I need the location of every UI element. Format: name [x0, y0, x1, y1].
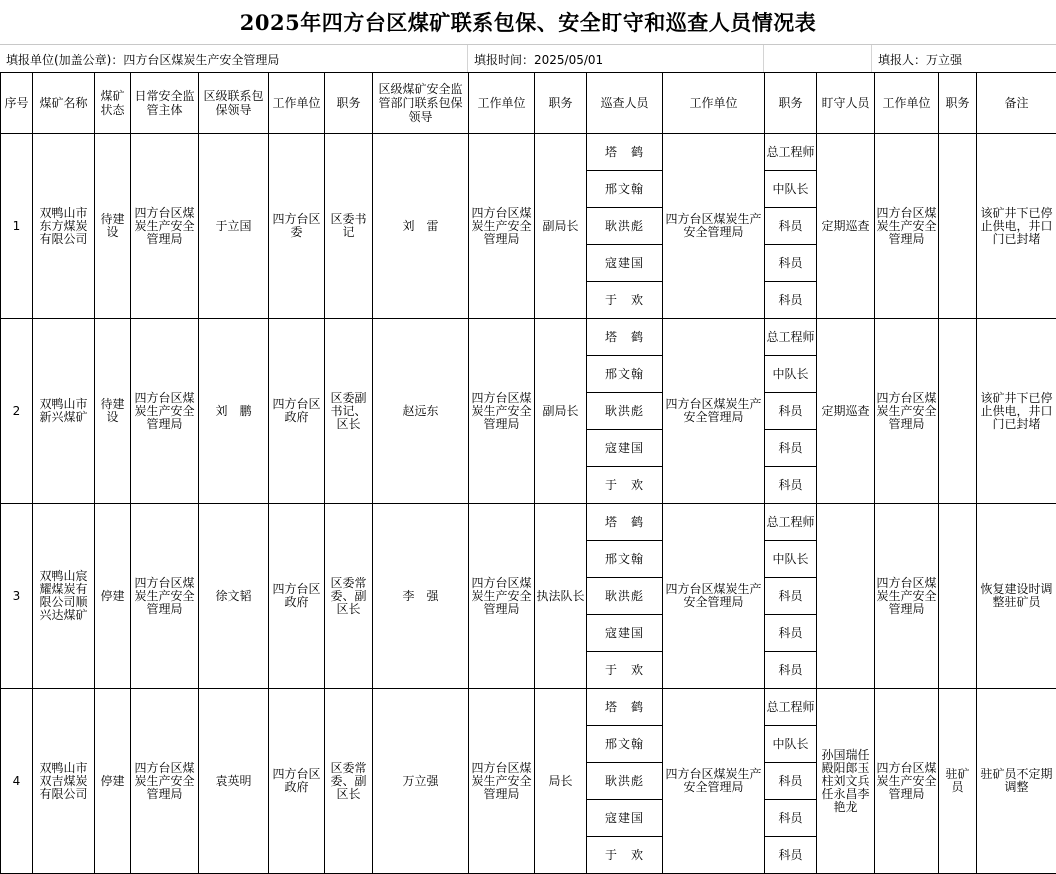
- header-cell: 职务: [939, 73, 977, 134]
- district-title: 区委常委、副区长: [325, 689, 373, 874]
- header-cell: 职务: [535, 73, 587, 134]
- inspector-title: 科员: [765, 245, 817, 282]
- district-unit: 四方台区政府: [269, 319, 325, 504]
- supervisor: 四方台区煤炭生产安全管理局: [131, 504, 199, 689]
- dept-leader: 刘 雷: [373, 134, 469, 319]
- dept-leader: 万立强: [373, 689, 469, 874]
- inspector-title: 总工程师: [765, 134, 817, 171]
- district-unit: 四方台区委: [269, 134, 325, 319]
- inspector-name: 于 欢: [587, 467, 663, 504]
- inspector-title: 中队长: [765, 356, 817, 393]
- inspector-title: 科员: [765, 837, 817, 874]
- header-cell: 盯守人员: [817, 73, 875, 134]
- watcher: [817, 504, 875, 689]
- inspector-name: 耿洪彪: [587, 208, 663, 245]
- dept-leader: 李 强: [373, 504, 469, 689]
- watcher: 孙国瑞任殿阳郎玉柱刘文兵任永昌李艳龙: [817, 689, 875, 874]
- header-cell: 职务: [765, 73, 817, 134]
- info-spacer: [764, 45, 872, 73]
- inspector-title: 科员: [765, 652, 817, 689]
- supervisor: 四方台区煤炭生产安全管理局: [131, 134, 199, 319]
- inspector-name: 塔 鹤: [587, 319, 663, 356]
- header-cell: 巡查人员: [587, 73, 663, 134]
- inspector-title: 科员: [765, 467, 817, 504]
- supervisor: 四方台区煤炭生产安全管理局: [131, 689, 199, 874]
- district-title: 区委书记: [325, 134, 373, 319]
- inspector-title: 科员: [765, 208, 817, 245]
- table-row: [1, 504, 1056, 541]
- mine-status: 停建: [95, 504, 131, 689]
- inspector-name: 耿洪彪: [587, 393, 663, 430]
- inspector-name: 邢文翰: [587, 726, 663, 763]
- page-title: 2025年四方台区煤矿联系包保、安全盯守和巡查人员情况表: [0, 0, 1056, 44]
- inspector-title: 科员: [765, 615, 817, 652]
- district-unit: 四方台区政府: [269, 689, 325, 874]
- watcher-title: [939, 319, 977, 504]
- personnel-table: [0, 72, 1056, 874]
- header-cell: 职务: [325, 73, 373, 134]
- inspector-title: 中队长: [765, 541, 817, 578]
- watcher-title: 驻矿员: [939, 689, 977, 874]
- inspector-title: 科员: [765, 763, 817, 800]
- inspector-title: 科员: [765, 430, 817, 467]
- dept-unit: 四方台区煤炭生产安全管理局: [469, 319, 535, 504]
- remark: 该矿井下已停止供电，井口门已封堵: [977, 319, 1056, 504]
- inspector-name: 塔 鹤: [587, 689, 663, 726]
- header-cell: 工作单位: [469, 73, 535, 134]
- header-cell: 煤矿名称: [33, 73, 95, 134]
- reporter: 填报人：万立强: [872, 45, 1056, 73]
- mine-name: 双鸭山市东方煤炭有限公司: [33, 134, 95, 319]
- inspector-title: 科员: [765, 578, 817, 615]
- remark: 恢复建设时调整驻矿员: [977, 504, 1056, 689]
- district-unit: 四方台区政府: [269, 504, 325, 689]
- inspector-title: 总工程师: [765, 504, 817, 541]
- inspector-name: 于 欢: [587, 652, 663, 689]
- dept-leader: 赵远东: [373, 319, 469, 504]
- dept-title: 副局长: [535, 134, 587, 319]
- watcher-unit: 四方台区煤炭生产安全管理局: [875, 134, 939, 319]
- supervisor: 四方台区煤炭生产安全管理局: [131, 319, 199, 504]
- inspector-name: 寇建国: [587, 430, 663, 467]
- inspector-title: 科员: [765, 800, 817, 837]
- dept-unit: 四方台区煤炭生产安全管理局: [469, 134, 535, 319]
- header-cell: 工作单位: [875, 73, 939, 134]
- district-leader: 于立国: [199, 134, 269, 319]
- district-leader: 徐文韬: [199, 504, 269, 689]
- inspector-name: 寇建国: [587, 615, 663, 652]
- header-cell: 工作单位: [269, 73, 325, 134]
- inspector-unit: 四方台区煤炭生产安全管理局: [663, 504, 765, 689]
- inspector-unit: 四方台区煤炭生产安全管理局: [663, 134, 765, 319]
- table-row: [1, 689, 1056, 726]
- inspector-name: 于 欢: [587, 837, 663, 874]
- inspector-name: 塔 鹤: [587, 134, 663, 171]
- inspector-unit: 四方台区煤炭生产安全管理局: [663, 689, 765, 874]
- mine-status: 待建设: [95, 319, 131, 504]
- dept-title: 执法队长: [535, 504, 587, 689]
- reporting-time: 填报时间：2025/05/01: [468, 45, 764, 73]
- inspector-title: 总工程师: [765, 689, 817, 726]
- inspector-title: 中队长: [765, 171, 817, 208]
- watcher-title: [939, 504, 977, 689]
- inspector-unit: 四方台区煤炭生产安全管理局: [663, 319, 765, 504]
- inspector-name: 耿洪彪: [587, 578, 663, 615]
- watcher-title: [939, 134, 977, 319]
- inspector-title: 科员: [765, 393, 817, 430]
- inspector-name: 寇建国: [587, 800, 663, 837]
- mine-status: 停建: [95, 689, 131, 874]
- table-row: [1, 134, 1056, 171]
- header-cell: 备注: [977, 73, 1056, 134]
- watcher: 定期巡查: [817, 134, 875, 319]
- row-number: 2: [1, 319, 33, 504]
- watcher-unit: 四方台区煤炭生产安全管理局: [875, 504, 939, 689]
- dept-unit: 四方台区煤炭生产安全管理局: [469, 504, 535, 689]
- watcher-unit: 四方台区煤炭生产安全管理局: [875, 689, 939, 874]
- header-row: [1, 73, 1056, 134]
- inspector-name: 邢文翰: [587, 356, 663, 393]
- dept-unit: 四方台区煤炭生产安全管理局: [469, 689, 535, 874]
- info-bar: [0, 44, 1056, 73]
- inspector-name: 邢文翰: [587, 171, 663, 208]
- district-title: 区委副书记、区长: [325, 319, 373, 504]
- inspector-name: 耿洪彪: [587, 763, 663, 800]
- dept-title: 局长: [535, 689, 587, 874]
- inspector-title: 中队长: [765, 726, 817, 763]
- header-cell: 煤矿状态: [95, 73, 131, 134]
- table-row: [1, 319, 1056, 356]
- header-cell: 区级煤矿安全监管部门联系包保领导: [373, 73, 469, 134]
- header-cell: 序号: [1, 73, 33, 134]
- inspector-name: 寇建国: [587, 245, 663, 282]
- inspector-title: 科员: [765, 282, 817, 319]
- header-cell: 区级联系包保领导: [199, 73, 269, 134]
- remark: 该矿井下已停止供电，井口门已封堵: [977, 134, 1056, 319]
- dept-title: 副局长: [535, 319, 587, 504]
- watcher-unit: 四方台区煤炭生产安全管理局: [875, 319, 939, 504]
- mine-name: 双鸭山宸耀煤炭有限公司顺兴达煤矿: [33, 504, 95, 689]
- inspector-name: 邢文翰: [587, 541, 663, 578]
- reporting-unit: 填报单位(加盖公章)：四方台区煤炭生产安全管理局: [0, 45, 468, 73]
- district-title: 区委常委、副区长: [325, 504, 373, 689]
- inspector-name: 塔 鹤: [587, 504, 663, 541]
- remark: 驻矿员不定期调整: [977, 689, 1056, 874]
- mine-status: 待建设: [95, 134, 131, 319]
- watcher: 定期巡查: [817, 319, 875, 504]
- district-leader: 刘 鹏: [199, 319, 269, 504]
- header-cell: 工作单位: [663, 73, 765, 134]
- row-number: 1: [1, 134, 33, 319]
- mine-name: 双鸭山市新兴煤矿: [33, 319, 95, 504]
- row-number: 3: [1, 504, 33, 689]
- row-number: 4: [1, 689, 33, 874]
- inspector-name: 于 欢: [587, 282, 663, 319]
- district-leader: 袁英明: [199, 689, 269, 874]
- mine-name: 双鸭山市双吉煤炭有限公司: [33, 689, 95, 874]
- inspector-title: 总工程师: [765, 319, 817, 356]
- header-cell: 日常安全监管主体: [131, 73, 199, 134]
